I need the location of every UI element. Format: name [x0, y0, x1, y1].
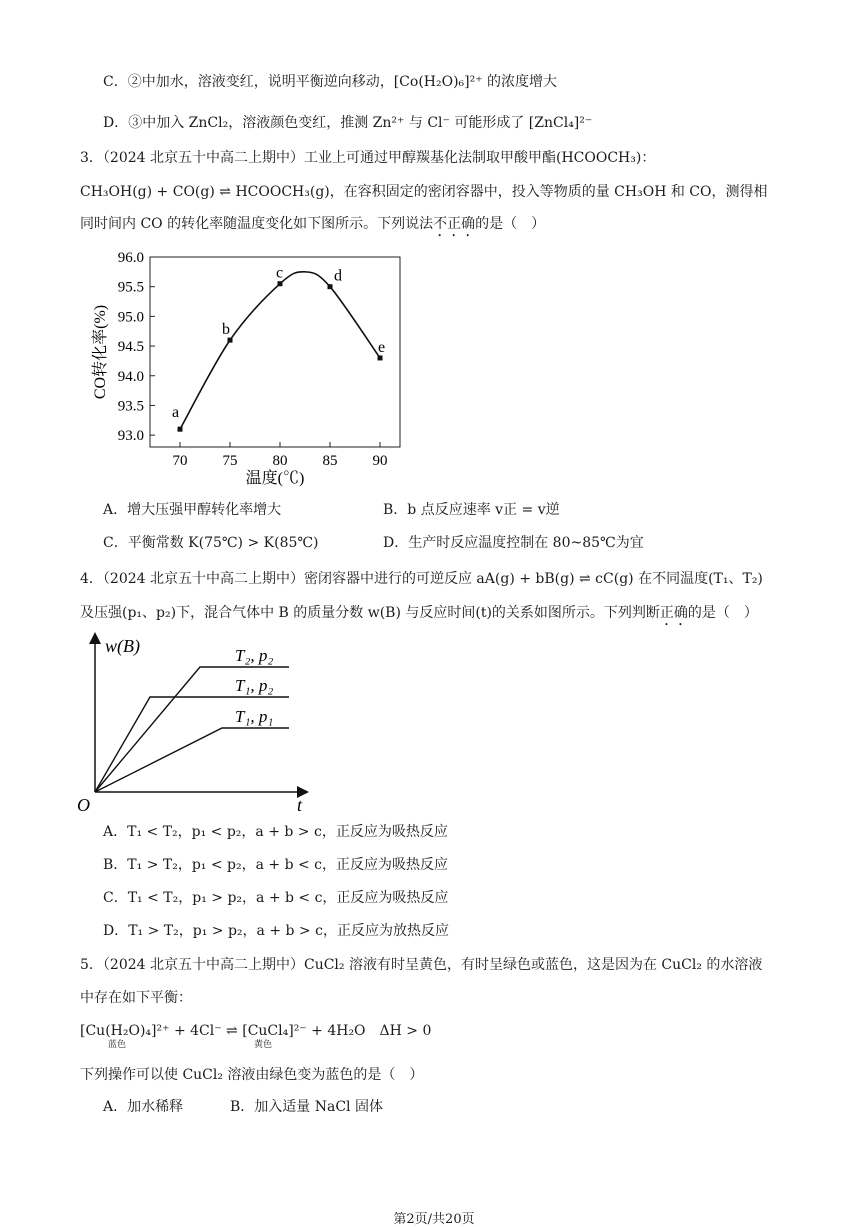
curve-t1-p1	[95, 728, 289, 792]
q5-question: 下列操作可以使 CuCl₂ 溶液由绿色变为蓝色的是（ ）	[80, 1067, 424, 1083]
q3-option-c: C．平衡常数 K(75℃) > K(85℃)	[103, 535, 319, 551]
data-point-b	[228, 338, 233, 343]
q2-option-d: D．③中加入 ZnCl₂，溶液颜色变红，推测 Zn²⁺ 与 Cl⁻ 可能形成了 [ZnCl₄]²⁻	[103, 115, 593, 131]
origin-label: O	[77, 795, 90, 815]
q3-stem-line3	[80, 214, 545, 240]
y-tick-label: 94.0	[117, 368, 144, 385]
q5-option-b: B．加入适量 NaCl 固体	[230, 1099, 383, 1115]
x-tick-label: 90	[372, 453, 388, 469]
x-tick-label: 80	[272, 453, 288, 469]
label-t1-p1: T₁, p₁	[235, 707, 274, 726]
q4-stem-text: 及压强(p₁、p₂)下，混合气体中 B 的质量分数 w(B) 与反应时间(t)的关系如图所示。下列判断	[80, 605, 660, 621]
q3-option-a: A．增大压强甲醇转化率增大	[103, 502, 282, 518]
x-tick-label: 85	[322, 453, 338, 469]
x-axis-label: t	[297, 795, 303, 815]
q4-stem-line2	[80, 603, 758, 629]
y-axis-label: CO转化率(%)	[92, 304, 109, 400]
q3-stem-line1: 3．（2024 北京五十中高二上期中）工业上可通过甲醇羰基化法制取甲酸甲酯(HCOOCH₃)：	[80, 150, 656, 166]
y-tick-label: 96.0	[117, 250, 144, 266]
q3-stem-end: 的是（ ）	[475, 216, 546, 232]
q4-option-a: A．T₁ < T₂，p₁ < p₂，a + b > c，正反应为吸热反应	[103, 824, 448, 840]
co-conversion-chart	[85, 245, 415, 490]
point-label-d: d	[334, 267, 342, 285]
y-tick-label: 93.0	[117, 428, 144, 445]
q4-option-b: B．T₁ > T₂，p₁ < p₂，a + b < c，正反应为吸热反应	[103, 857, 449, 873]
y-tick-label: 95.0	[117, 309, 144, 326]
y-tick-label: 95.5	[117, 279, 144, 296]
x-tick-label: 75	[222, 453, 238, 469]
y-axis-label: w(B)	[105, 636, 140, 656]
q2-option-c: C．②中加水，溶液变红，说明平衡逆向移动，[Co(H₂O)₆]²⁺ 的浓度增大	[103, 74, 558, 90]
plot-frame	[150, 257, 400, 447]
q3-emphasis: 不正确	[433, 216, 476, 232]
label-t2-p2: T₂, p₂	[235, 646, 274, 665]
data-point-c	[278, 281, 283, 286]
q5-stem-line1: 5．（2024 北京五十中高二上期中）CuCl₂ 溶液有时呈黄色，有时呈绿色或蓝色，这是因为在 CuCl₂ 的水溶液	[80, 957, 763, 973]
data-point-e	[378, 355, 383, 360]
page-number: 第2页/共20页	[393, 1212, 475, 1227]
q3-stem-text: 同时间内 CO 的转化率随温度变化如下图所示。下列说法	[80, 216, 434, 232]
q4-stem-end: 的是（ ）	[687, 605, 758, 621]
wb-time-graph	[75, 630, 315, 815]
point-label-b: b	[222, 321, 230, 339]
x-tick-label: 70	[172, 453, 188, 469]
data-point-d	[328, 284, 333, 289]
q5-stem-line2: 中存在如下平衡：	[80, 990, 192, 1006]
data-point-a	[178, 427, 183, 432]
point-label-a: a	[172, 404, 180, 422]
y-tick-label: 93.5	[117, 398, 144, 415]
y-tick-label: 94.5	[117, 339, 144, 356]
q4-stem-line1: 4．（2024 北京五十中高二上期中）密闭容器中进行的可逆反应 aA(g) + bB(g) ⇌ cC(g) 在不同温度(T₁、T₂)	[80, 571, 763, 587]
q3-stem-line2: CH₃OH(g) + CO(g) ⇌ HCOOCH₃(g)，在容积固定的密闭容器中，投入等物质的量 CH₃OH 和 CO，测得相	[80, 184, 768, 200]
conversion-curve	[180, 272, 380, 429]
q4-emphasis: 正确	[659, 605, 688, 621]
q5-label-yellow: 黄色	[254, 1040, 273, 1050]
point-label-e: e	[378, 338, 386, 356]
label-t1-p2: T₁, p₂	[235, 676, 274, 695]
q3-option-d: D．生产时反应温度控制在 80~85℃为宜	[383, 535, 644, 551]
q5-equation: [Cu(H₂O)₄]²⁺ + 4Cl⁻ ⇌ [CuCl₄]²⁻ + 4H₂O ΔH > 0	[80, 1023, 432, 1039]
q5-option-a: A．加水稀释	[103, 1099, 184, 1115]
q4-option-d: D．T₁ > T₂，p₁ > p₂，a + b > c，正反应为放热反应	[103, 923, 449, 939]
point-label-c: c	[276, 264, 284, 282]
q5-label-blue: 蓝色	[108, 1040, 127, 1050]
q4-option-c: C．T₁ < T₂，p₁ > p₂，a + b < c，正反应为吸热反应	[103, 890, 449, 906]
x-axis-label: 温度(℃)	[245, 470, 305, 487]
q3-option-b: B．b 点反应速率 v正 = v逆	[383, 502, 560, 518]
